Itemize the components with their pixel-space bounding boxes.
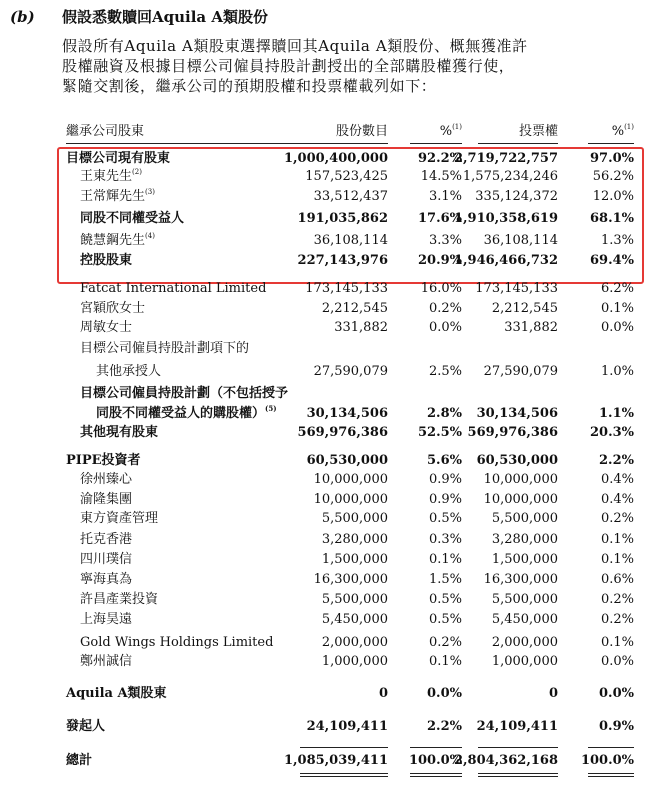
cell-shares: 33,512,437 (313, 189, 388, 204)
cell-pct1: 5.6% (427, 453, 462, 468)
cell-shares: 2,000,000 (321, 635, 388, 650)
cell-pct1: 17.6% (417, 211, 462, 226)
row-label: 上海昊遠 (80, 612, 133, 627)
cell-votes: 331,882 (504, 320, 558, 335)
cell-shares: 3,280,000 (321, 532, 388, 547)
cell-pct1: 1.5% (428, 572, 462, 587)
cell-pct2: 0.2% (600, 612, 634, 627)
cell-pct2: 0.1% (600, 301, 634, 316)
cell-votes: 2,212,545 (491, 301, 558, 316)
cell-shares: 227,143,976 (297, 253, 388, 268)
cell-pct1: 100.0% (408, 753, 462, 768)
cell-pct2: 0.2% (600, 511, 634, 526)
cell-pct1: 0.9% (428, 472, 462, 487)
row-label: Aquila A類股東 (66, 686, 167, 701)
cell-pct1: 0.2% (428, 301, 462, 316)
row-label: 王東先生$^{(2)}$ (80, 168, 142, 184)
cell-votes: 335,124,372 (475, 189, 558, 204)
header-shares: 股份數目 (335, 124, 388, 139)
header-rule (478, 143, 558, 144)
cell-shares: 157,523,425 (305, 169, 388, 184)
row-label: 總計 (66, 753, 93, 768)
header-holder: 繼承公司股東 (66, 124, 145, 139)
row-label: 寧海真為 (80, 572, 133, 587)
cell-pct1: 2.8% (427, 406, 462, 421)
footnote-ref: (5) (265, 404, 277, 413)
total-rule (478, 773, 558, 774)
cell-pct2: 100.0% (580, 753, 634, 768)
cell-votes: 5,450,000 (491, 612, 558, 627)
cell-shares: 2,212,545 (321, 301, 388, 316)
cell-pct1: 16.0% (420, 281, 462, 296)
total-rule (478, 776, 558, 777)
cell-shares: 1,085,039,411 (283, 753, 388, 768)
cell-votes: 2,804,362,168 (453, 753, 558, 768)
total-rule (410, 776, 462, 777)
row-label: 徐州臻心 (80, 472, 133, 487)
cell-shares: 24,109,411 (306, 719, 388, 734)
total-rule (588, 776, 634, 777)
cell-shares: 5,450,000 (321, 612, 388, 627)
total-rule (588, 747, 634, 748)
cell-pct2: 20.3% (589, 425, 634, 440)
cell-pct2: 0.0% (599, 686, 634, 701)
cell-shares: 191,035,862 (297, 211, 388, 226)
cell-shares: 1,500,000 (321, 552, 388, 567)
cell-pct2: 0.1% (600, 552, 634, 567)
cell-votes: 1,910,358,619 (453, 211, 558, 226)
cell-votes: 173,145,133 (475, 281, 558, 296)
row-label: Gold Wings Holdings Limited (80, 635, 274, 650)
cell-pct2: 0.1% (600, 635, 634, 650)
cell-shares: 173,145,133 (305, 281, 388, 296)
cell-pct1: 0.5% (428, 612, 462, 627)
cell-pct2: 97.0% (589, 151, 634, 166)
total-rule (588, 773, 634, 774)
row-label: 目標公司僱員持股計劃項下的 (80, 341, 250, 356)
cell-pct2: 69.4% (589, 253, 634, 268)
cell-votes: 5,500,000 (491, 592, 558, 607)
cell-votes: 60,530,000 (476, 453, 558, 468)
cell-pct2: 2.2% (599, 453, 634, 468)
section-title: 假設悉數贖回Aquila A類股份 (62, 8, 269, 26)
footnote-ref: (4) (145, 232, 155, 240)
cell-votes: 16,300,000 (483, 572, 558, 587)
cell-pct2: 1.3% (600, 233, 634, 248)
row-label: 托克香港 (80, 532, 133, 547)
total-rule (410, 773, 462, 774)
cell-pct1: 52.5% (417, 425, 462, 440)
cell-pct2: 1.1% (599, 406, 634, 421)
cell-pct1: 0.9% (428, 492, 462, 507)
cell-pct1: 0.1% (428, 654, 462, 669)
cell-shares: 1,000,000 (321, 654, 388, 669)
cell-shares: 569,976,386 (297, 425, 388, 440)
cell-votes: 3,280,000 (491, 532, 558, 547)
cell-shares: 16,300,000 (313, 572, 388, 587)
cell-shares: 0 (378, 686, 388, 701)
row-label: 王常輝先生$^{(3)}$ (80, 188, 155, 204)
cell-pct2: 1.0% (600, 364, 634, 379)
cell-pct2: 0.9% (599, 719, 634, 734)
row-label: 東方資產管理 (80, 511, 159, 526)
cell-pct2: 0.4% (600, 472, 634, 487)
cell-pct1: 2.5% (428, 364, 462, 379)
cell-pct2: 6.2% (600, 281, 634, 296)
total-rule (478, 747, 558, 748)
header-pct1: %$^{(1)}$ (439, 123, 462, 139)
cell-shares: 60,530,000 (306, 453, 388, 468)
cell-pct2: 0.4% (600, 492, 634, 507)
cell-pct2: 68.1% (589, 211, 634, 226)
cell-shares: 331,882 (334, 320, 388, 335)
cell-pct1: 3.3% (428, 233, 462, 248)
total-rule (300, 747, 388, 748)
cell-votes: 1,500,000 (491, 552, 558, 567)
cell-shares: 10,000,000 (313, 472, 388, 487)
cell-pct1: 2.2% (427, 719, 462, 734)
cell-pct2: 56.2% (592, 169, 634, 184)
cell-shares: 10,000,000 (313, 492, 388, 507)
cell-shares: 36,108,114 (313, 233, 388, 248)
cell-votes: 2,719,722,757 (453, 151, 558, 166)
header-rule (588, 143, 634, 144)
row-label: 許昌產業投資 (80, 592, 159, 607)
cell-pct1: 14.5% (420, 169, 462, 184)
cell-pct2: 12.0% (592, 189, 634, 204)
cell-pct1: 92.2% (417, 151, 462, 166)
intro-line: 緊隨交割後，繼承公司的預期股權和投票權載列如下： (62, 77, 437, 95)
cell-votes: 36,108,114 (483, 233, 558, 248)
cell-shares: 5,500,000 (321, 511, 388, 526)
cell-pct1: 0.0% (428, 320, 462, 335)
header-pct2: %$^{(1)}$ (611, 123, 634, 139)
cell-shares: 5,500,000 (321, 592, 388, 607)
cell-pct1: 0.3% (428, 532, 462, 547)
header-votes: 投票權 (518, 124, 558, 139)
cell-votes: 0 (548, 686, 558, 701)
footnote-ref: (2) (132, 168, 142, 176)
cell-votes: 10,000,000 (483, 492, 558, 507)
intro-line: 股權融資及根據目標公司僱員持股計劃授出的全部購股權獲行使， (62, 57, 515, 75)
cell-pct2: 0.0% (600, 654, 634, 669)
row-label: 其他承授人 (96, 364, 162, 379)
cell-pct2: 0.0% (600, 320, 634, 335)
header-rule (300, 143, 388, 144)
row-label: 宮穎欣女士 (80, 301, 146, 316)
cell-pct1: 3.1% (428, 189, 462, 204)
cell-votes: 5,500,000 (491, 511, 558, 526)
cell-pct1: 0.5% (428, 592, 462, 607)
total-rule (300, 773, 388, 774)
intro-line: 假設所有Aquila A類股東選擇贖回其Aquila A類股份、概無獲准許 (62, 37, 528, 55)
cell-votes: 30,134,506 (476, 406, 558, 421)
cell-votes: 1,000,000 (491, 654, 558, 669)
cell-pct1: 20.9% (417, 253, 462, 268)
cell-pct1: 0.1% (428, 552, 462, 567)
cell-votes: 569,976,386 (467, 425, 558, 440)
total-rule (410, 747, 462, 748)
cell-votes: 2,000,000 (491, 635, 558, 650)
row-label: 渝隆集團 (80, 492, 133, 507)
cell-votes: 1,575,234,246 (462, 169, 558, 184)
cell-pct1: 0.0% (427, 686, 462, 701)
row-label: 控股股東 (80, 253, 133, 268)
row-label: 其他現有股東 (80, 425, 159, 440)
cell-pct1: 0.5% (428, 511, 462, 526)
cell-shares: 1,000,400,000 (283, 151, 388, 166)
row-label: 目標公司現有股東 (66, 151, 171, 166)
cell-pct2: 0.6% (600, 572, 634, 587)
row-label: 周敏女士 (80, 320, 133, 335)
cell-votes: 1,946,466,732 (453, 253, 558, 268)
cell-shares: 30,134,506 (306, 406, 388, 421)
row-label: 同股不同權受益人的購股權）$^{(5)}$ (96, 404, 277, 421)
total-rule (300, 776, 388, 777)
header-rule (410, 143, 462, 144)
row-label: 發起人 (66, 719, 106, 734)
row-label: 目標公司僱員持股計劃（不包括授予 (80, 386, 289, 401)
cell-pct2: 0.2% (600, 592, 634, 607)
cell-pct1: 0.2% (428, 635, 462, 650)
cell-votes: 10,000,000 (483, 472, 558, 487)
cell-pct2: 0.1% (600, 532, 634, 547)
row-label: 饒慧鋼先生$^{(4)}$ (80, 232, 155, 248)
cell-votes: 24,109,411 (476, 719, 558, 734)
row-label: PIPE投資者 (66, 453, 141, 468)
section-label: (b) (10, 8, 35, 26)
row-label: 同股不同權受益人 (80, 211, 185, 226)
cell-shares: 27,590,079 (313, 364, 388, 379)
row-label: 四川璞信 (80, 552, 133, 567)
row-label: Fatcat International Limited (80, 281, 267, 296)
row-label: 鄭州誠信 (80, 654, 133, 669)
footnote-ref: (3) (145, 188, 155, 196)
cell-votes: 27,590,079 (483, 364, 558, 379)
